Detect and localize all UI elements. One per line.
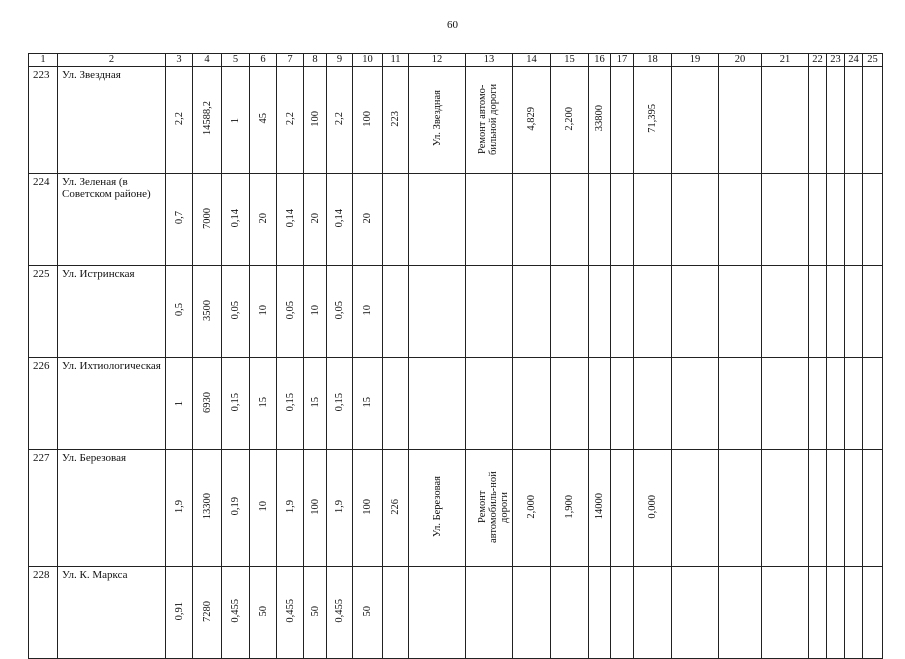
cell-col-15	[551, 266, 589, 358]
column-header: 22	[809, 54, 827, 67]
column-header: 25	[863, 54, 883, 67]
cell-col-13	[466, 358, 513, 450]
cell-value: 0,5	[173, 303, 185, 317]
cell-col-14	[513, 67, 551, 174]
cell-col-12	[409, 567, 466, 659]
empty-cell	[672, 358, 719, 450]
cell-col-9	[327, 450, 353, 567]
street-name: Ул. Ихтиологическая	[58, 358, 166, 450]
cell-value: 45	[257, 113, 269, 124]
empty-cell	[672, 266, 719, 358]
empty-cell	[672, 174, 719, 266]
row-number: 224	[29, 174, 58, 266]
cell-value: 1,900	[564, 494, 575, 519]
cell-col-14	[513, 266, 551, 358]
table-row	[29, 174, 883, 266]
cell-value: 10	[362, 304, 373, 316]
cell-value	[477, 358, 501, 446]
cell-value: 13300	[201, 493, 213, 520]
cell-col-3	[166, 450, 193, 567]
cell-col-13	[466, 266, 513, 358]
cell-value: 33800	[594, 105, 605, 132]
cell-col-5	[222, 266, 250, 358]
cell-col-16	[589, 67, 611, 174]
column-header: 21	[762, 54, 809, 67]
cell-value: 50	[362, 605, 373, 617]
empty-cell	[827, 67, 845, 174]
cell-col-15	[551, 67, 589, 174]
empty-cell	[762, 67, 809, 174]
empty-cell	[809, 450, 827, 567]
row-number: 227	[29, 450, 58, 567]
empty-cell	[845, 567, 863, 659]
cell-value: 223	[390, 110, 401, 127]
cell-col-10	[353, 266, 383, 358]
column-header: 23	[827, 54, 845, 67]
column-header: 4	[193, 54, 222, 67]
cell-col-11	[383, 358, 409, 450]
cell-col-17	[611, 67, 634, 174]
cell-value: 1	[230, 117, 241, 123]
cell-col-4	[193, 266, 222, 358]
cell-col-6	[250, 358, 277, 450]
empty-cell	[827, 567, 845, 659]
cell-value: 20	[309, 212, 321, 224]
column-header: 17	[611, 54, 634, 67]
cell-value: 100	[362, 110, 373, 127]
table-row	[29, 358, 883, 450]
empty-cell	[827, 450, 845, 567]
cell-col-6	[250, 450, 277, 567]
empty-cell	[762, 567, 809, 659]
cell-value: 4,829	[526, 106, 537, 131]
cell-value: 2,2	[334, 111, 345, 126]
empty-cell	[809, 567, 827, 659]
cell-col-8	[304, 567, 327, 659]
cell-col-8	[304, 266, 327, 358]
cell-col-12	[409, 450, 466, 567]
cell-col-10	[353, 67, 383, 174]
empty-cell	[719, 174, 762, 266]
empty-cell	[845, 450, 863, 567]
cell-value: 50	[257, 605, 269, 617]
cell-value: 10	[257, 304, 269, 316]
empty-cell	[762, 266, 809, 358]
empty-cell	[863, 266, 883, 358]
empty-cell	[845, 67, 863, 174]
cell-col-15	[551, 567, 589, 659]
column-header: 24	[845, 54, 863, 67]
cell-value	[477, 266, 501, 354]
column-header: 2	[58, 54, 166, 67]
column-header: 9	[327, 54, 353, 67]
cell-col-16	[589, 266, 611, 358]
cell-value: 0,14	[284, 208, 296, 228]
cell-col-5	[222, 450, 250, 567]
empty-cell	[672, 450, 719, 567]
cell-value: 14000	[594, 493, 605, 520]
cell-value: 2,200	[564, 106, 575, 131]
cell-value: 71,395	[647, 104, 658, 133]
cell-col-3	[166, 266, 193, 358]
cell-col-17	[611, 567, 634, 659]
cell-col-7	[277, 358, 304, 450]
cell-col-6	[250, 67, 277, 174]
empty-cell	[719, 567, 762, 659]
empty-cell	[863, 450, 883, 567]
cell-col-16	[589, 174, 611, 266]
cell-value	[477, 174, 501, 262]
cell-col-16	[589, 450, 611, 567]
street-name: Ул. Истринская	[58, 266, 166, 358]
cell-col-8	[304, 450, 327, 567]
column-header: 18	[634, 54, 672, 67]
column-header: 15	[551, 54, 589, 67]
column-header: 13	[466, 54, 513, 67]
cell-value: 2,000	[526, 494, 537, 519]
row-number: 223	[29, 67, 58, 174]
cell-value: 0,19	[230, 497, 241, 516]
cell-value: 0,05	[284, 300, 296, 320]
cell-col-4	[193, 174, 222, 266]
cell-value: 50	[309, 605, 321, 617]
cell-value: 0,05	[334, 300, 345, 320]
cell-col-15	[551, 450, 589, 567]
row-number: 225	[29, 266, 58, 358]
cell-col-9	[327, 174, 353, 266]
cell-value: 0,15	[334, 392, 345, 412]
cell-col-15	[551, 358, 589, 450]
row-number: 226	[29, 358, 58, 450]
cell-col-7	[277, 67, 304, 174]
column-header: 7	[277, 54, 304, 67]
cell-value: 0,14	[230, 208, 241, 228]
cell-col-14	[513, 450, 551, 567]
cell-value: Ремонт автомобиль-ной дороги	[477, 470, 510, 543]
empty-cell	[845, 266, 863, 358]
cell-value: 0,7	[173, 211, 185, 225]
street-name: Ул. Березовая	[58, 450, 166, 567]
cell-col-8	[304, 67, 327, 174]
row-number: 228	[29, 567, 58, 659]
cell-col-3	[166, 358, 193, 450]
cell-value: 6930	[201, 391, 213, 413]
street-name: Ул. Звездная	[58, 67, 166, 174]
empty-cell	[762, 174, 809, 266]
cell-value: 20	[362, 212, 373, 224]
column-header: 3	[166, 54, 193, 67]
cell-value: 10	[309, 304, 321, 316]
cell-col-11	[383, 174, 409, 266]
cell-col-3	[166, 567, 193, 659]
cell-value: 0,05	[230, 300, 241, 320]
cell-value: 2,2	[284, 111, 296, 126]
cell-value: 0,455	[334, 599, 345, 623]
table-row	[29, 266, 883, 358]
cell-value: 14588,2	[201, 101, 213, 136]
cell-col-11	[383, 266, 409, 358]
cell-col-12	[409, 266, 466, 358]
column-header: 19	[672, 54, 719, 67]
header-row	[29, 54, 883, 67]
cell-col-18	[634, 450, 672, 567]
cell-value: 100	[309, 110, 321, 127]
cell-value: 0,15	[230, 392, 241, 412]
column-header: 8	[304, 54, 327, 67]
cell-col-6	[250, 174, 277, 266]
empty-cell	[809, 358, 827, 450]
cell-value: 0,14	[334, 208, 345, 228]
cell-col-17	[611, 450, 634, 567]
cell-col-11	[383, 67, 409, 174]
cell-col-17	[611, 266, 634, 358]
empty-cell	[809, 67, 827, 174]
cell-col-9	[327, 567, 353, 659]
cell-value: 3500	[201, 299, 213, 321]
cell-value: 0,91	[173, 601, 185, 621]
cell-col-18	[634, 567, 672, 659]
cell-col-13	[466, 567, 513, 659]
cell-col-12	[409, 358, 466, 450]
cell-col-13	[466, 450, 513, 567]
cell-col-18	[634, 266, 672, 358]
column-header: 14	[513, 54, 551, 67]
cell-value: 7000	[201, 207, 213, 229]
cell-value: Ремонт автомо-бильной дороги	[477, 82, 499, 155]
empty-cell	[863, 67, 883, 174]
table-row	[29, 450, 883, 567]
empty-cell	[827, 174, 845, 266]
table-row	[29, 567, 883, 659]
cell-value: 15	[362, 396, 373, 408]
cell-value: 2,2	[173, 111, 185, 126]
cell-col-11	[383, 450, 409, 567]
cell-value: Ул. Звездная	[431, 90, 443, 147]
cell-col-5	[222, 67, 250, 174]
table-row	[29, 67, 883, 174]
column-header: 16	[589, 54, 611, 67]
cell-col-16	[589, 567, 611, 659]
empty-cell	[672, 67, 719, 174]
cell-col-18	[634, 358, 672, 450]
cell-col-8	[304, 358, 327, 450]
cell-value: 0,15	[284, 392, 296, 412]
data-table	[28, 53, 883, 659]
cell-value: 1	[173, 401, 185, 407]
cell-value: 100	[362, 498, 373, 515]
street-name: Ул. К. Маркса	[58, 567, 166, 659]
empty-cell	[809, 174, 827, 266]
cell-col-16	[589, 358, 611, 450]
cell-col-10	[353, 450, 383, 567]
empty-cell	[863, 567, 883, 659]
cell-col-10	[353, 174, 383, 266]
cell-col-7	[277, 450, 304, 567]
column-header: 5	[222, 54, 250, 67]
cell-col-7	[277, 567, 304, 659]
cell-col-14	[513, 358, 551, 450]
cell-value: 7280	[201, 600, 213, 622]
cell-col-6	[250, 567, 277, 659]
cell-col-10	[353, 358, 383, 450]
cell-value: 226	[390, 498, 401, 515]
empty-cell	[827, 358, 845, 450]
cell-col-7	[277, 174, 304, 266]
cell-col-3	[166, 174, 193, 266]
column-header: 6	[250, 54, 277, 67]
cell-col-14	[513, 567, 551, 659]
cell-col-4	[193, 358, 222, 450]
cell-col-6	[250, 266, 277, 358]
cell-col-4	[193, 450, 222, 567]
cell-value: 15	[257, 396, 269, 408]
cell-col-9	[327, 67, 353, 174]
cell-value	[477, 567, 501, 655]
empty-cell	[809, 266, 827, 358]
empty-cell	[762, 450, 809, 567]
cell-col-13	[466, 174, 513, 266]
cell-col-17	[611, 358, 634, 450]
column-header: 10	[353, 54, 383, 67]
cell-value: 1,9	[334, 499, 345, 514]
empty-cell	[827, 266, 845, 358]
cell-value: 0,455	[230, 599, 241, 623]
empty-cell	[719, 266, 762, 358]
column-header: 20	[719, 54, 762, 67]
empty-cell	[863, 174, 883, 266]
cell-col-5	[222, 174, 250, 266]
empty-cell	[719, 358, 762, 450]
empty-cell	[719, 450, 762, 567]
cell-col-4	[193, 67, 222, 174]
column-header: 11	[383, 54, 409, 67]
page-number: 60	[447, 19, 458, 31]
cell-col-18	[634, 174, 672, 266]
cell-value: 15	[309, 396, 321, 408]
cell-col-17	[611, 174, 634, 266]
empty-cell	[719, 67, 762, 174]
cell-col-9	[327, 266, 353, 358]
cell-col-11	[383, 567, 409, 659]
cell-col-9	[327, 358, 353, 450]
column-header: 12	[409, 54, 466, 67]
cell-col-15	[551, 174, 589, 266]
cell-col-10	[353, 567, 383, 659]
empty-cell	[845, 358, 863, 450]
cell-col-5	[222, 358, 250, 450]
cell-col-18	[634, 67, 672, 174]
cell-value: 1,9	[173, 499, 185, 514]
empty-cell	[762, 358, 809, 450]
cell-value: 0,000	[647, 494, 658, 519]
cell-col-14	[513, 174, 551, 266]
cell-value: Ул. Березовая	[431, 475, 443, 538]
column-header: 1	[29, 54, 58, 67]
cell-value: 1,9	[284, 499, 296, 514]
street-name: Ул. Зеленая (в Советском районе)	[58, 174, 166, 266]
empty-cell	[672, 567, 719, 659]
cell-col-12	[409, 67, 466, 174]
cell-value: 100	[309, 498, 321, 515]
cell-col-5	[222, 567, 250, 659]
cell-col-13	[466, 67, 513, 174]
cell-value: 0,455	[284, 599, 296, 623]
cell-col-4	[193, 567, 222, 659]
cell-col-3	[166, 67, 193, 174]
cell-value: 10	[257, 501, 269, 512]
cell-col-12	[409, 174, 466, 266]
empty-cell	[845, 174, 863, 266]
cell-col-7	[277, 266, 304, 358]
empty-cell	[863, 358, 883, 450]
cell-col-8	[304, 174, 327, 266]
cell-value: 20	[257, 212, 269, 224]
